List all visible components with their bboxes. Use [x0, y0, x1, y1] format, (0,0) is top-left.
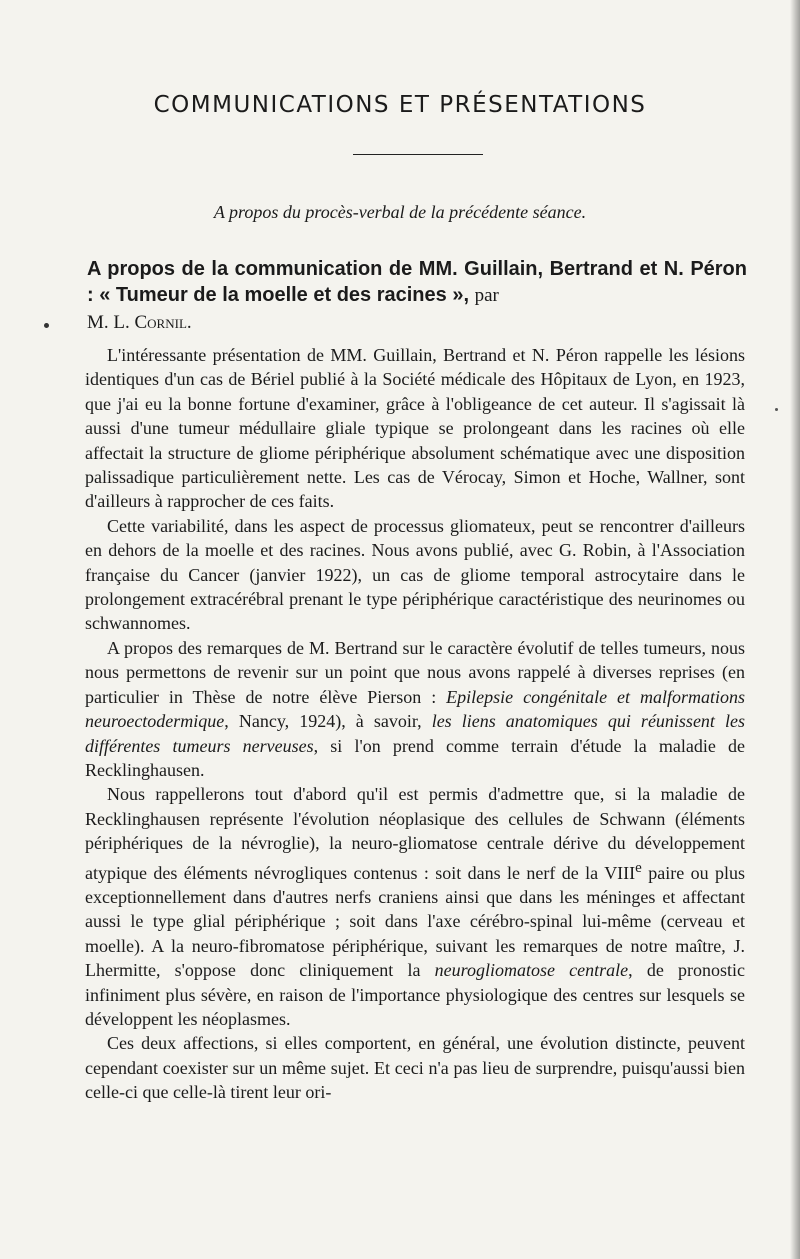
margin-dot — [44, 323, 49, 328]
cited-thesis-title: Epilepsie congénitale et malformations neuroectodermique — [85, 686, 745, 732]
article-title-text: A propos de la communication de MM. Guillain, Bertrand et N. Péron : « Tumeur de la moelle et des racines », — [87, 258, 747, 306]
emphasis-phrase: les liens anatomiques qui réunissent les différentes tumeurs nerveuses — [85, 711, 745, 756]
article-by: par — [474, 285, 499, 306]
page-edge-shadow — [790, 0, 800, 1259]
section-subtitle: A propos du procès-verbal de la précédente séance. — [213, 202, 587, 222]
title-rule — [353, 154, 483, 155]
author-surname: Cornil — [134, 312, 187, 333]
running-title: COMMUNICATIONS ET PRÉSENTATIONS — [153, 92, 647, 118]
paragraph-3: A propos des remarques de M. Bertrand sur le caractère évolutif de telles tumeurs, nous nous permettons de revenir sur un point que nous avons rappelé à diverses reprises (en particulier in Thèse de notre élève Pierson : Epilepsie congénitale et malformations neuroectodermique, Nancy, 1924), à savoir, les liens anatomiques qui réunissent les différentes tumeurs nerveuses, si l'on prend comme terrain d'étude la maladie de Recklinghausen. — [85, 637, 745, 780]
article-author: M. L. Cornil. — [87, 312, 192, 333]
emphasis-term: neurogliomatose centrale — [434, 960, 629, 981]
paragraph-4: Nous rappellerons tout d'abord qu'il est permis d'admettre que, si la maladie de Recklinghausen représente l'évolution néoplasique des cellules de Schwann (éléments périphériques de la névroglie), la neuro-gliomatose centrale dérive du développement atypique des éléments névrogliques contenus : soit dans le nerf de la VIIIe paire ou plus exceptionnellement dans d'autres nerfs craniens ainsi que dans les méninges et affectant aussi le type glial périphérique ; soit dans l'axe cérébro-spinal lui-même (cerveau et moelle). A la neuro-fibromatose périphérique, suivant les remarques de notre maître, J. Lhermitte, s'oppose donc cliniquement la neurogliomatose centrale, de pronostic infiniment plus sévère, en raison de l'importance physiologique des centres sur lesquels se développent les néoplasmes. — [85, 784, 746, 1029]
margin-mark — [775, 408, 778, 411]
article-body — [85, 343, 745, 1105]
paragraph-5: Ces deux affections, si elles comportent, en général, une évolution distincte, peuvent cependant coexister sur un même sujet. Et ceci n'a pas lieu de surprendre, puisqu'aussi bien celle-ci que celle-là tirent leur ori- — [85, 1033, 745, 1103]
paragraph-1: L'intéressante présentation de MM. Guillain, Bertrand et N. Péron rappelle les lésions identiques d'un cas de Bériel publié à la Société médicale des Hôpitaux de Lyon, en 1923, que j'ai eu la bonne fortune d'examiner, grâce à l'obligeance de cet auteur. Il s'agissait là aussi d'une tumeur médullaire gliale typique se prolongeant dans les racines où elle affectait la structure de gliome périphérique absolument schématique avec une disposition palissadique particulièrement nette. Les cas de Vérocay, Simon et Hoche, Wallner, sont d'ailleurs à rapprocher de ces faits. — [85, 345, 745, 512]
article-title — [87, 256, 747, 336]
paragraph-2: Cette variabilité, dans les aspect de processus gliomateux, peut se rencontrer d'ailleurs en dehors de la moelle et des racines. Nous avons publié, avec G. Robin, à l'Association française du Cancer (janvier 1922), un cas de gliome temporal astrocytaire dans le prolongement extracérébral prenant le type périphérique caractéristique des neurinomes ou schwannomes. — [85, 515, 745, 634]
